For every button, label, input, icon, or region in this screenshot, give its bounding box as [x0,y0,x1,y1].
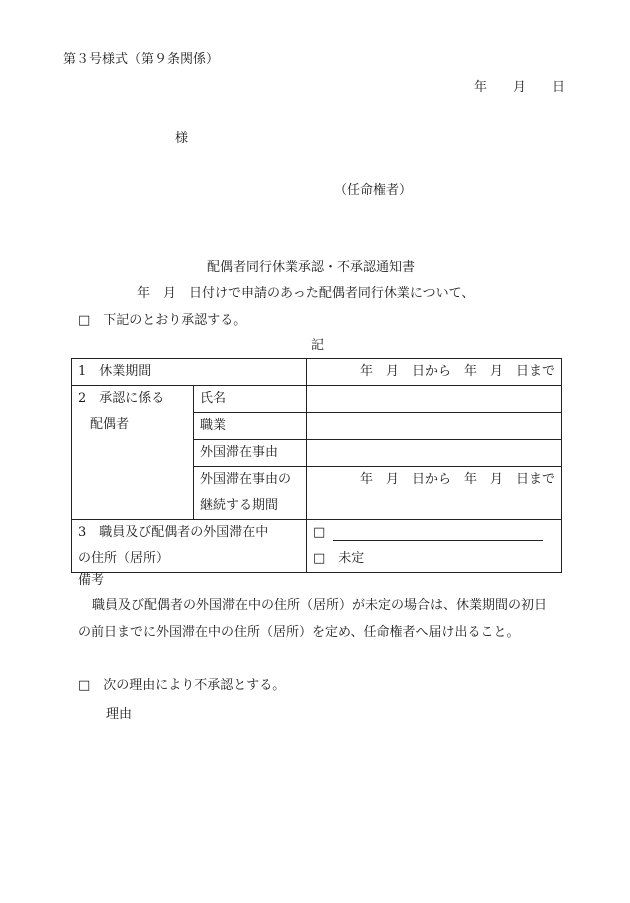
addressee: 様 [175,131,189,146]
occupation-label: 職業 [194,413,307,440]
form-number: 第３号様式（第９条関係） [63,52,220,67]
reason-label-bottom: 理由 [106,707,133,722]
name-label: 氏名 [194,386,307,413]
continuation-value[interactable]: 年 月 日から 年 月 日まで [307,467,562,520]
approve-option[interactable]: □ 下記のとおり承認する。 [78,313,247,328]
occupation-value[interactable] [307,413,562,440]
remarks-line-2: の前日までに外国滞在中の住所（居所）を定め、任命権者へ届け出ること。 [78,625,520,640]
address-blank-line[interactable] [333,524,543,541]
appointing-authority: （任命権者） [334,183,413,198]
address-label-line1: 3 職員及び配偶者の外国滞在中 [72,520,307,547]
continuation-label-line2: 継続する期間 [200,498,279,513]
reason-label: 外国滞在事由 [194,440,307,467]
approval-table [71,358,562,573]
address-value[interactable] [307,520,562,547]
ki-label: 記 [311,338,325,353]
remarks-line-1: 職員及び配偶者の外国滞在中の住所（居所）が未定の場合は、休業期間の初日 [92,598,548,613]
reject-option[interactable]: □ 次の理由により不承認とする。 [78,678,286,693]
date-field: 年 月 日 [474,80,566,95]
name-value[interactable] [307,386,562,413]
undecided-option[interactable]: □ 未定 [307,546,562,573]
address-label-line2: の住所（居所） [72,546,307,573]
table-row [72,359,562,386]
spouse-label [72,386,194,520]
continuation-label [194,467,307,520]
table-row [72,386,562,413]
remarks-label: 備考 [78,573,105,588]
table-row [72,546,562,573]
table-row [72,520,562,547]
address-checkbox[interactable]: □ [313,525,326,540]
continuation-label-line1: 外国滞在事由の [200,472,292,487]
leave-period-label: 1 休業期間 [72,359,307,386]
spouse-label-line2: 配偶者 [90,417,130,432]
document-title: 配偶者同行休業承認・不承認通知書 [207,260,416,275]
intro-text: 年 月 日付けで申請のあった配偶者同行休業について、 [137,286,475,301]
reason-value[interactable] [307,440,562,467]
spouse-label-line1: 2 承認に係る [78,391,165,406]
leave-period-value[interactable]: 年 月 日から 年 月 日まで [307,359,562,386]
